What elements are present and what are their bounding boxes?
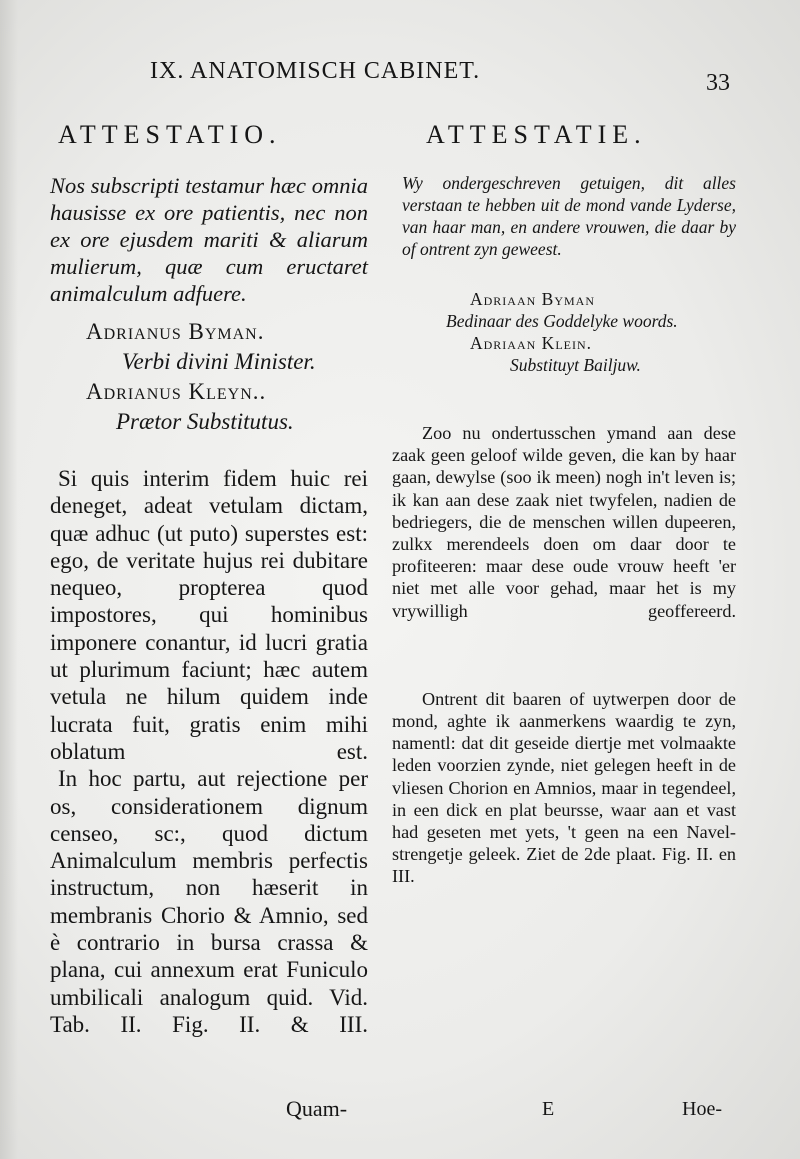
dutch-attestation: Wy ondergeschreven getuigen, dit alles verstaan te hebben uit de mond vande Lyderse, van haar man, en andere vrouwen, die daar by of ontrent zyn geweest. [402,173,736,259]
running-head: IX. ANATOMISCH CABINET. [150,58,481,84]
dutch-column [392,120,736,888]
latin-paragraph-1: Si quis interim fidem huic rei deneget, adeat vetulam dictam, quæ adhuc (ut puto) superstes est: ego, de veritate hujus rei dubitare nequeo, propterea quod impostores, qui hominibus imponere conantur, id lucri gratia ut plurimum faciunt; hæc autem vetula ne hilum quidem inde lucrata fuit, gratis enim mihi oblatum est. [50,466,368,764]
dutch-paragraph-2: Ontrent dit baaren of uytwerpen door de mond, aghte ik aanmerkens waardig te zyn, namentl: dat dit geseide diertje met volmaakte leden voorzien zynde, niet gelegen heeft in de vliesen Chorion en Amnios, maar in tegendeel, in een dick en plat beursse, waar aan et vast had geseten met yets, 't geen na een Navel-strengetje geleek. Ziet de 2de plaat. Fig. II. en III. [392,688,736,887]
latin-attestation: Nos subscripti testamur hæc omnia hausisse ex ore patientis, nec non ex ore ejusdem mariti & aliarum mulierum, quæ cum eructaret animalculum adfuere. [50,173,368,306]
latin-signer2-name: Adrianus Kleyn.. [86,379,267,404]
signature-mark: E [542,1098,555,1120]
dutch-signer2-title: Substituyt Bailjuw. [510,355,641,375]
dutch-heading: ATTESTATIE. [426,120,647,149]
latin-signer1-title: Verbi divini Minister. [122,349,316,374]
dutch-signer1-title: Bedinaar des Goddelyke woords. [446,311,678,331]
latin-catchword: Quam- [286,1096,348,1121]
latin-signer2-title: Prætor Substitutus. [116,409,294,434]
dutch-catchword: Hoe- [682,1098,722,1120]
dutch-paragraph-1: Zoo nu ondertusschen ymand aan dese zaak geen geloof wilde geven, die kan by haar gaan, dewylse (soo ik meen) nogh in't leven is; ik kan aan dese zaak niet twyfelen, nadien de bedriegers, die de menschen willen dupeeren, zulkx merendeels doen om daar door te profiteeren: maar dese oude vrouw heeft 'er niet met alle voor gehad, maar het is my vrywilligh geoffereerd. [392,423,736,621]
page-number: 33 [706,70,730,96]
latin-heading: ATTESTATIO. [58,120,282,149]
latin-signer1-name: Adrianus Byman. [86,319,265,344]
latin-column [50,120,368,1038]
dutch-signer1-name: Adriaan Byman [470,289,596,309]
dutch-signer2-name: Adriaan Klein. [470,333,593,353]
latin-paragraph-2: In hoc partu, aut rejectione per os, considerationem dignum censeo, sc:, quod dictum Animalculum membris perfectis instructum, non hæserit in membranis Chorio & Amnio, sed è contrario in bursa crassa & plana, cui annexum erat Funiculo umbilicali analogum quid. Vid. Tab. II. Fig. II. & III. [50,766,368,1037]
